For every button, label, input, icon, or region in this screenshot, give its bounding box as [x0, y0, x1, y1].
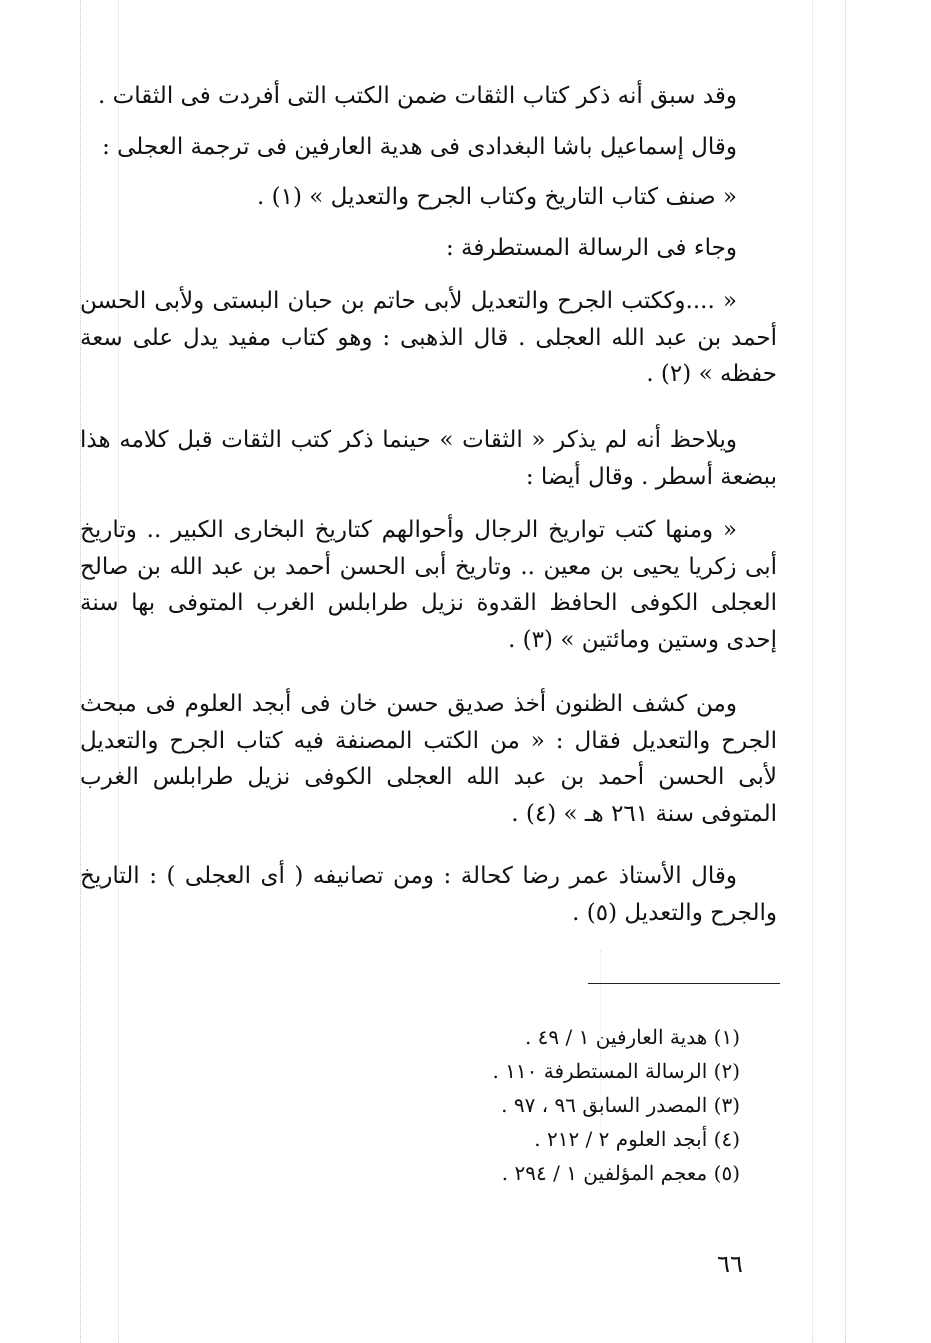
page-number: ٦٦ [717, 1250, 743, 1278]
main-text-block-6 [80, 858, 777, 931]
main-text-block-1 [80, 78, 777, 266]
footnote-5: (٥) معجم المؤلفين ١ / ٢٩٤ . [501, 1161, 740, 1185]
scan-guide-line [845, 0, 846, 1343]
paragraph-4: وجاء فى الرسالة المستطرفة : [445, 234, 737, 261]
paragraph-7: « ومنها كتب تواريخ الرجال وأحوالهم كتاريخ البخارى الكبير .. وتاريخ أبى زكريا يحيى بن معين .. وتاريخ أبى الحسن أحمد بن عبد الله بن صالح العجلى الكوفى الحافظ القدوة نزيل طرابلس الغرب المتوفى بها سنة إحدى وستين ومائتين » (٣) . [80, 517, 777, 653]
main-text-block-4 [80, 512, 777, 658]
paragraph-6: ويلاحظ أنه لم يذكر « الثقات » حينما ذكر كتب الثقات قبل كلامه هذا ببضعة أسطر . وقال أيضا : [80, 427, 777, 490]
footnote-2: (٢) الرسالة المستطرفة ١١٠ . [492, 1059, 740, 1083]
paragraph-8: ومن كشف الظنون أخذ صديق حسن خان فى أبجد العلوم فى مبحث الجرح والتعديل فقال : « من الكتب المصنفة فيه كتاب الجرح والتعديل لأبى الحسن أحمد بن عبد الله العجلى الكوفى نزيل طرابلس الغرب المتوفى سنة ٢٦١ هـ » (٤) . [80, 691, 777, 827]
paragraph-2: وقال إسماعيل باشا البغدادى فى هدية العارفين فى ترجمة العجلى : [102, 133, 737, 160]
footnotes [380, 1020, 740, 1190]
paragraph-5: « ....وككتب الجرح والتعديل لأبى حاتم بن حبان البستى ولأبى الحسن أحمد بن عبد الله العجلى . قال الذهبى : وهو كتاب مفيد يدل على سعة حفظه » (٢) . [80, 288, 777, 387]
main-text-block-2 [80, 283, 777, 393]
paragraph-9: وقال الأستاذ عمر رضا كحالة : ومن تصانيفه ( أى العجلى ) : التاريخ والجرح والتعديل (٥) . [80, 863, 777, 926]
paragraph-3: « صنف كتاب التاريخ وكتاب الجرح والتعديل » (١) . [257, 184, 737, 210]
scan-guide-line [812, 0, 813, 1343]
footnote-3: (٣) المصدر السابق ٩٦ ، ٩٧ . [501, 1093, 740, 1117]
main-text-block-3 [80, 422, 777, 495]
footnote-separator [588, 983, 780, 984]
paragraph-1: وقد سبق أنه ذكر كتاب الثقات ضمن الكتب التى أفردت فى الثقات . [97, 83, 737, 109]
footnote-1: (١) هدية العارفين ١ / ٤٩ . [524, 1025, 740, 1049]
main-text-block-5 [80, 686, 777, 832]
footnote-4: (٤) أبجد العلوم ٢ / ٢١٢ . [534, 1127, 740, 1151]
